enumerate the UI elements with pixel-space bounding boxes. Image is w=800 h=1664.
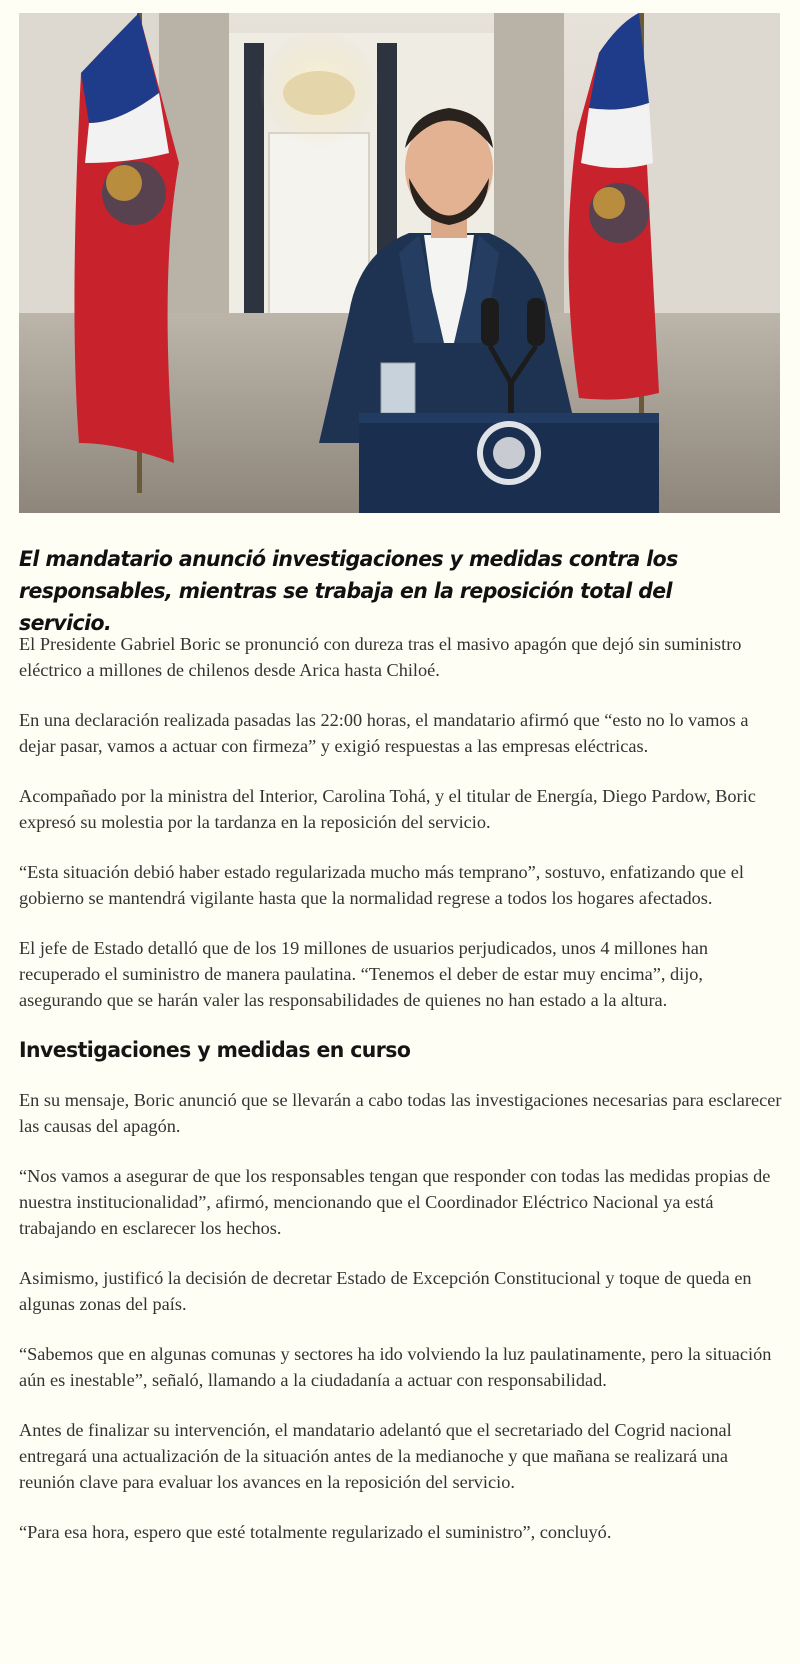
paragraph: En su mensaje, Boric anunció que se llevarán a cabo todas las investigaciones necesarias para esclarecer las causas del apagón. [19, 1090, 782, 1136]
paragraph: “Nos vamos a asegurar de que los responsables tengan que responder con todas las medidas propias de nuestra institucionalidad”, afirmó, mencionando que el Coordinador Eléctrico Nacional ya está trabajando en esclarecer los hechos. [19, 1166, 771, 1238]
paragraph: El Presidente Gabriel Boric se pronunció con dureza tras el masivo apagón que dejó sin suministro eléctrico a millones de chilenos desde Arica hasta Chiloé. [19, 634, 742, 680]
section-heading: Investigaciones y medidas en curso [19, 1038, 411, 1063]
paragraph: En una declaración realizada pasadas las 22:00 horas, el mandatario afirmó que “esto no lo vamos a dejar pasar, vamos a actuar con firmeza” y exigió respuestas a las empresas eléctricas. [19, 710, 749, 756]
paragraph: “Esta situación debió haber estado regularizada mucho más temprano”, sostuvo, enfatizando que el gobierno se mantendrá vigilante hasta que la normalidad regrese a todos los hogares afectados. [19, 862, 744, 908]
article-lede: El mandatario anunció investigaciones y medidas contra los responsables, mientras se trabaja en la reposición total del servicio. [19, 547, 678, 636]
paragraph: “Para esa hora, espero que esté totalmente regularizado el suministro”, concluyó. [19, 1522, 612, 1542]
paragraph: Acompañado por la ministra del Interior, Carolina Tohá, y el titular de Energía, Diego Pardow, Boric expresó su molestia por la tardanza en la reposición del servicio. [19, 786, 756, 832]
paragraph: El jefe de Estado detalló que de los 19 millones de usuarios perjudicados, unos 4 millones han recuperado el suministro de manera paulatina. “Tenemos el deber de estar muy encima”, dijo, asegurando que se harán valer las responsabilidades de quienes no han estado a la altura. [19, 938, 708, 1010]
hero-photo [19, 13, 780, 513]
president-at-podium-photo [19, 13, 780, 513]
paragraph: Antes de finalizar su intervención, el mandatario adelantó que el secretariado del Cogrid nacional entregará una actualización de la situación antes de la medianoche y que mañana se realizará una reunión clave para evaluar los avances en la reposición del servicio. [19, 1420, 732, 1492]
article-body [19, 631, 784, 1569]
paragraph: Asimismo, justificó la decisión de decretar Estado de Excepción Constitucional y toque de queda en algunas zonas del país. [19, 1268, 752, 1314]
paragraph: “Sabemos que en algunas comunas y sectores ha ido volviendo la luz paulatinamente, pero la situación aún es inestable”, señaló, llamando a la ciudadanía a actuar con responsabilidad. [19, 1344, 772, 1390]
